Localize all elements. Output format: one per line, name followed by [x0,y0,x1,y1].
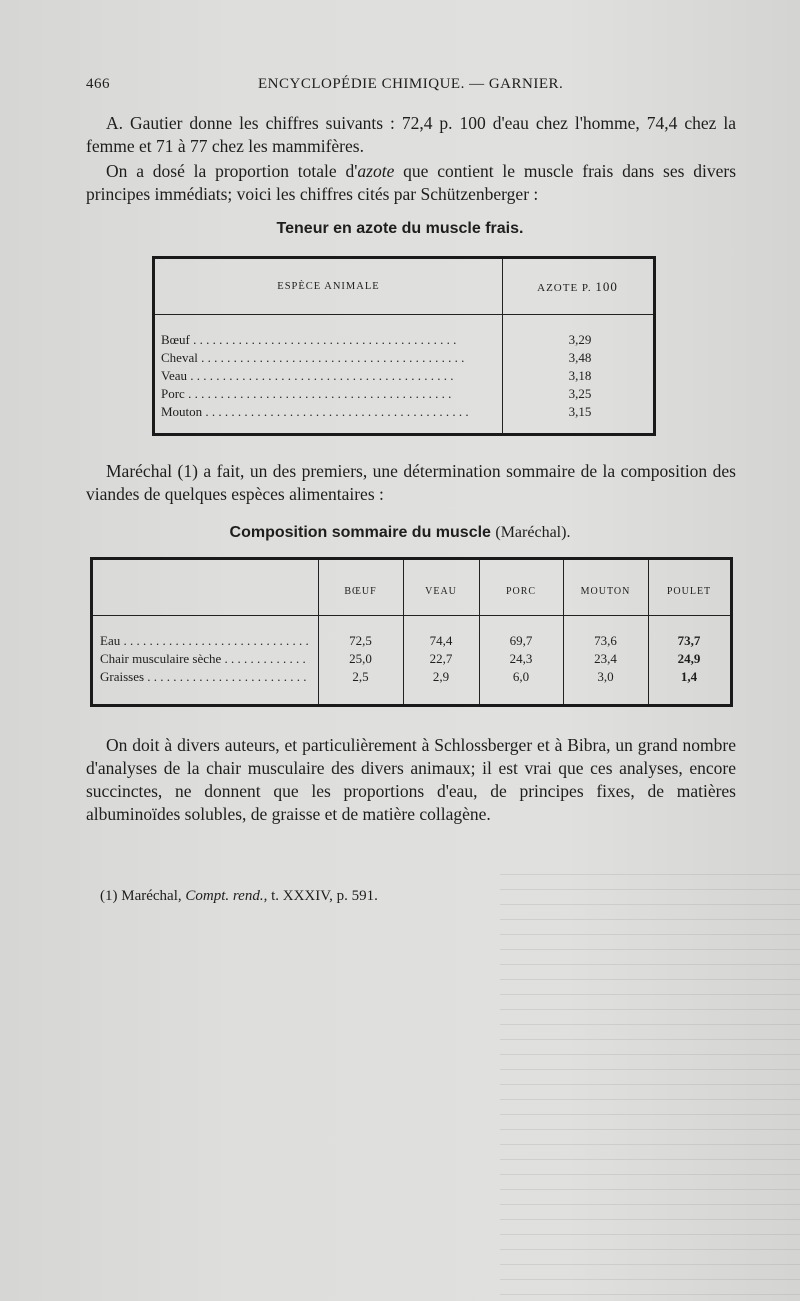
cell-porc: 6,0 [512,669,530,684]
row-value: 3,29 [568,332,592,347]
show-through-shadow [500,860,800,1300]
header-boeuf: BŒUF [344,586,377,597]
cell-veau: 74,4 [429,633,453,648]
row-label: Chair musculaire sèche . . . [100,650,310,667]
cell-mouton: 3,0 [597,669,614,684]
table1-header-rule [155,314,653,315]
table-row [93,668,730,685]
footnote [100,888,378,905]
cell-veau: 2,9 [432,669,450,684]
cell-veau: 22,7 [429,651,453,666]
row-value: 3,48 [568,350,592,365]
cell-boeuf: 72,5 [349,633,372,648]
paragraph-analyses: On doit à divers auteurs, et particulièrement à Schlossberger et à Bibra, un grand nombre d'analyses de la chair musculaire des divers animaux; il est vrai que ces analyses, encore succinctes, ne donnent que les proportions d'eau, de principes fixes, de matières albuminoïdes solubles, de graisse et de matière collagène. [86,735,736,824]
paragraph-gautier: A. Gautier donne les chiffres suivants : 72,4 p. 100 d'eau chez l'homme, 74,4 chez la femme et 71 à 77 chez les mammifères. [86,113,736,156]
header-porc: PORC [505,586,537,597]
footnote-ref: , t. XXXIV, p. 591. [263,888,378,904]
cell-porc: 69,7 [509,633,533,648]
table1-header-azote-text: AZOTE P. [537,282,596,294]
table1-header-azote-num: 100 [595,279,618,294]
cell-mouton: 73,6 [594,633,617,648]
row-value: 3,25 [568,386,592,401]
cell-poulet: 1,4 [680,669,698,684]
row-label: Bœuf . . . [161,331,497,348]
cell-boeuf: 2,5 [352,669,369,684]
table-row [155,385,653,402]
composition-table [90,557,733,707]
paragraph-azote-pre: On a dosé la proportion totale d' [106,161,358,181]
row-label: Eau . . . [100,632,310,649]
header-poulet: POULET [666,586,712,597]
row-label: Graisses . . . [100,668,310,685]
table1-header-azote [502,279,653,295]
header-mouton: MOUTON [580,586,631,597]
table2-caption-text: Composition sommaire du muscle [229,524,496,541]
paragraph-azote-post: que contient le muscle frais dans ses divers principes immédiats; voici les chiffres cités par Schützenberger : [86,161,736,204]
row-label: Veau . . . [161,367,497,384]
page-number: 466 [86,76,110,92]
running-header [86,76,736,98]
cell-poulet: 73,7 [677,633,701,648]
row-label: Cheval . . . [161,349,497,366]
table2-caption-paren: (Maréchal). [495,524,571,541]
header-veau: VEAU [425,586,457,597]
table-row [155,349,653,366]
table-row [155,367,653,384]
paragraph-marechal: Maréchal (1) a fait, un des premiers, une détermination sommaire de la composition des viandes de quelques espèces alimentaires : [86,461,736,504]
azote-table [152,256,656,436]
table2-header-rule [93,615,730,616]
row-label: Porc . . . [161,385,497,402]
table1-header-species: ESPÈCE ANIMALE [277,281,380,292]
table2-caption [0,524,800,542]
footnote-source: Compt. rend. [185,888,264,904]
cell-mouton: 23,4 [594,651,617,666]
cell-boeuf: 25,0 [349,651,372,666]
running-title: ENCYCLOPÉDIE CHIMIQUE. — GARNIER. [258,76,564,92]
table-row [155,331,653,348]
paragraph-azote-em: azote [357,161,395,181]
cell-porc: 24,3 [509,651,533,666]
table1-caption: Teneur en azote du muscle frais. [276,220,524,237]
cell-poulet: 24,9 [677,651,701,666]
table-row [93,650,730,667]
row-label: Mouton . . . [161,403,497,420]
paragraph-azote [86,160,736,206]
table-row [155,403,653,420]
footnote-mark: (1) Maréchal, [100,888,186,904]
row-value: 3,15 [568,404,592,419]
table-row [93,632,730,649]
row-value: 3,18 [568,368,592,383]
